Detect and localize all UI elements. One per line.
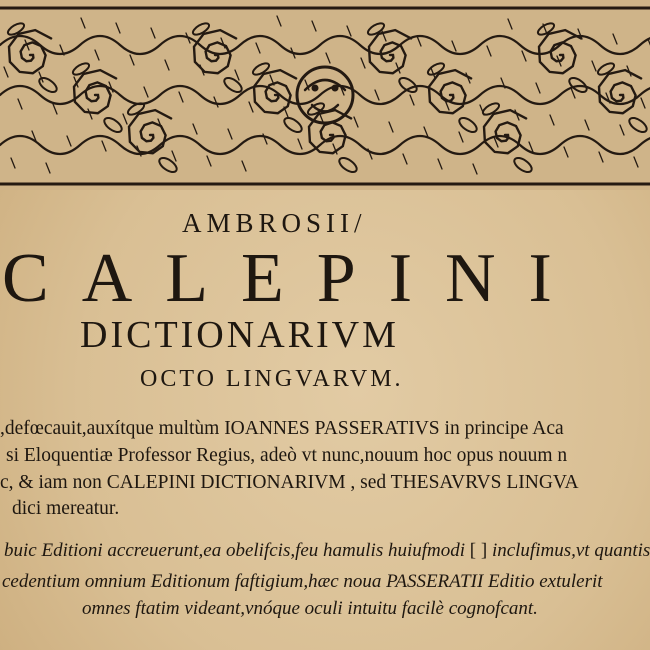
- body-line-1: ,defœcauit,auxítque multùm IOANNES PASSERATIVS in principe Aca: [0, 418, 564, 439]
- title-calepini: CALEPINI: [2, 240, 585, 317]
- body-line-2: si Eloquentiæ Professor Regius, adeò vt nunc,nouum hoc opus nouum n: [6, 445, 568, 466]
- title-octo-linguarum: OCTO LINGVARVM.: [140, 366, 404, 392]
- title-dictionarium: DICTIONARIVM: [80, 314, 399, 356]
- title-ambrosii: AMBROSII/: [182, 208, 367, 238]
- note-bracket: [ ]: [469, 540, 488, 561]
- ornament-icon: [0, 0, 650, 190]
- note-line-1-c: inclufimus,vt quantis: [491, 540, 650, 561]
- note-line-1-a: buic Editioni accreuerunt,ea obelifcis,feu hamulis huiufmodi: [4, 540, 466, 561]
- body-line-4: dici mereatur.: [12, 498, 120, 519]
- note-line-2: cedentium omnium Editionum faftigium,hæc noua PASSERATII Editio extulerit: [2, 571, 603, 592]
- note-line-3: omnes ftatim videant,vnóque oculi intuitu facilè cognofcant.: [82, 598, 538, 619]
- note-line-1: [4, 540, 650, 562]
- body-line-3: c, & iam non CALEPINI DICTIONARIVM , sed THESAVRVS LINGVA: [0, 472, 579, 493]
- woodcut-ornament-band: [0, 0, 650, 190]
